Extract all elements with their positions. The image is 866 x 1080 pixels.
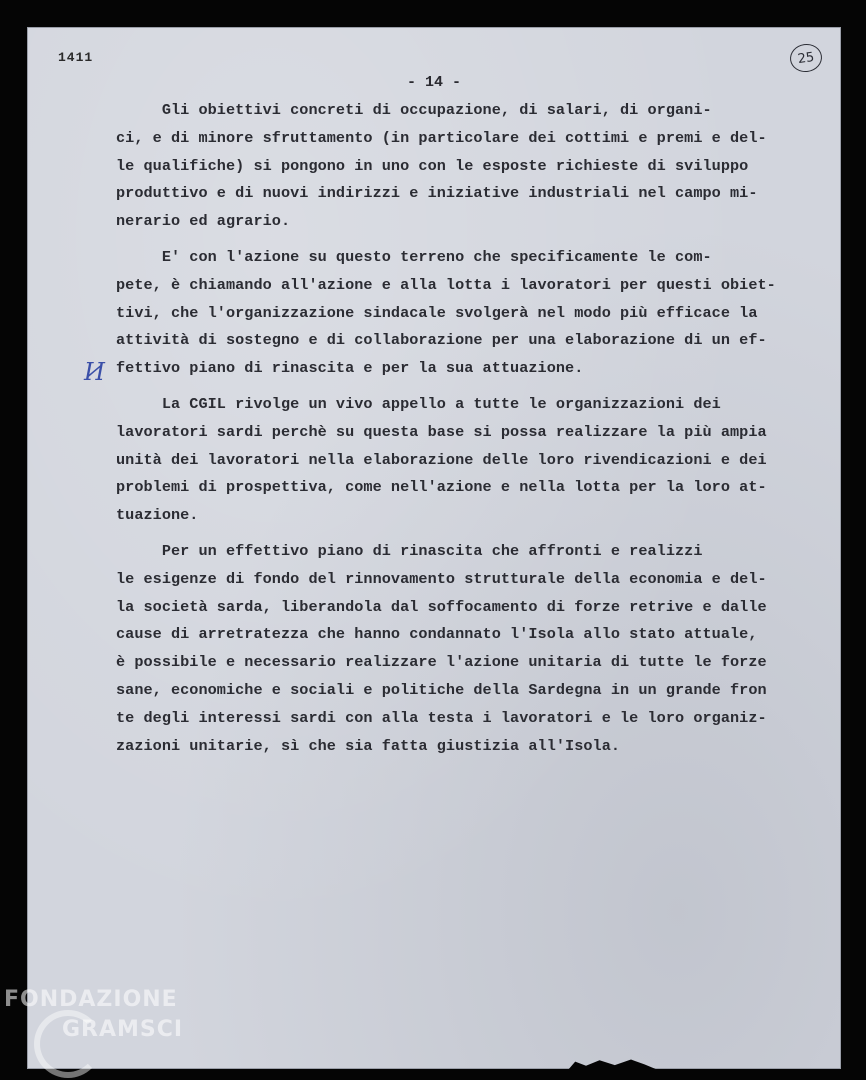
- paragraph: [116, 244, 806, 383]
- paragraph: [116, 538, 806, 760]
- paragraph: [116, 97, 806, 236]
- watermark-line-2: GRAMSCI: [62, 1017, 184, 1042]
- paragraph-gap: [116, 383, 806, 391]
- text-line: tuazione.: [116, 506, 199, 525]
- text-line: Gli obiettivi concreti di occupazione, di salari, di organi-: [116, 101, 712, 119]
- text-line: fettivo piano di rinascita e per la sua attuazione.: [116, 359, 584, 378]
- text-line: problemi di prospettiva, come nell'azione e nella lotta per la loro at-: [116, 478, 767, 497]
- paragraph-gap: [116, 530, 806, 538]
- text-line: lavoratori sardi perchè su questa base si possa realizzare la più ampia: [116, 422, 767, 441]
- typed-body-text: [116, 97, 806, 760]
- text-line: nerario ed agrario.: [116, 212, 291, 231]
- text-line: pete, è chiamando all'azione e alla lotta i lavoratori per questi obiet-: [116, 275, 776, 294]
- folio-number: 25: [796, 49, 816, 67]
- text-line: le qualifiche) si pongono in uno con le esposte richieste di sviluppo: [116, 156, 749, 175]
- text-line: sane, economiche e sociali e politiche della Sardegna in un grande fron: [116, 680, 767, 699]
- text-line: te degli interessi sardi con alla testa i lavoratori e le loro organiz-: [116, 708, 767, 727]
- text-line: unità dei lavoratori nella elaborazione delle loro rivendicazioni e dei: [116, 450, 767, 469]
- text-line: attività di sostegno e di collaborazione per una elaborazione di un ef-: [116, 331, 767, 350]
- paragraph: [116, 391, 806, 530]
- archive-corner-marks: 1411: [58, 50, 94, 65]
- text-line: ci, e di minore sfruttamento (in particolare dei cottimi e premi e del-: [116, 128, 767, 147]
- watermark: [4, 985, 183, 1045]
- text-line: La CGIL rivolge un vivo appello a tutte le organizzazioni dei: [116, 394, 721, 413]
- text-line: le esigenze di fondo del rinnovamento strutturale della economia e del-: [116, 569, 767, 588]
- text-line: Per un effettivo piano di rinascita che affronti e realizzi: [116, 541, 703, 560]
- text-line: cause di arretratezza che hanno condannato l'Isola allo stato attuale,: [116, 625, 758, 644]
- page-number: - 14 -: [406, 74, 461, 91]
- text-line: tivi, che l'organizzazione sindacale svolgerà nel modo più efficace la: [116, 303, 758, 322]
- text-line: produttivo e di nuovi indirizzi e iniziative industriali nel campo mi-: [116, 184, 758, 203]
- paragraph-gap: [116, 236, 806, 244]
- text-line: zazioni unitarie, sì che sia fatta giustizia all'Isola.: [116, 736, 621, 755]
- margin-annotation: И: [84, 358, 105, 386]
- text-line: la società sarda, liberandola dal soffocamento di forze retrive e dalle: [116, 597, 767, 616]
- text-line: E' con l'azione su questo terreno che specificamente le com-: [116, 247, 712, 266]
- folio-stamp: [788, 42, 824, 74]
- watermark-line-1: FONDAZIONE: [4, 987, 178, 1012]
- text-line: è possibile e necessario realizzare l'azione unitaria di tutte le forze: [116, 653, 767, 672]
